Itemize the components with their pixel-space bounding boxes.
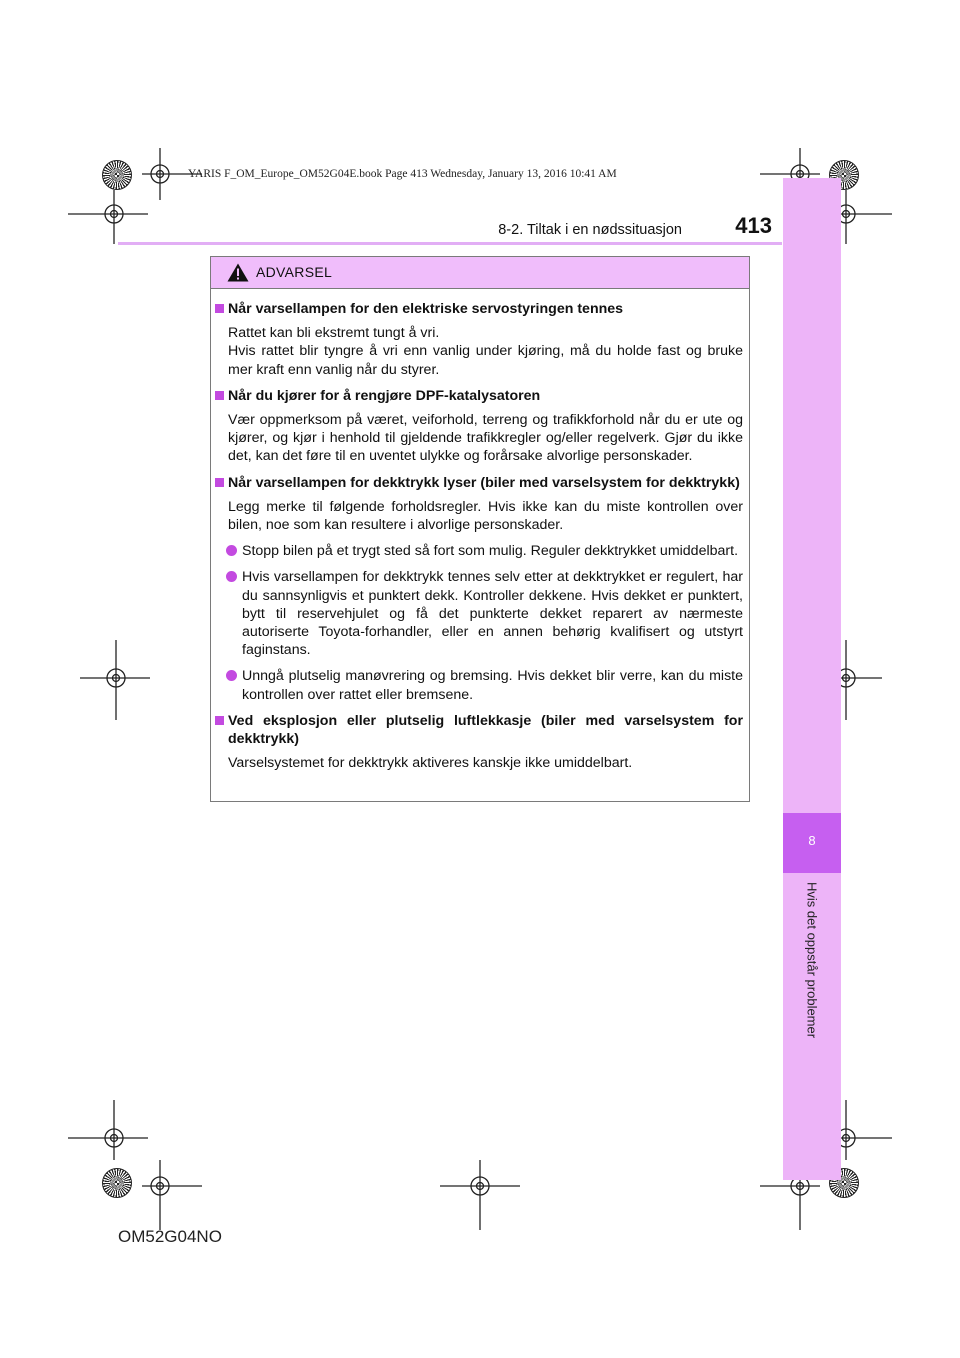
chapter-number: 8	[808, 833, 816, 848]
item-heading: Når varsellampen for den elektriske servostyringen tennes	[228, 301, 624, 317]
item-paragraph: Varselsystemet for dekktrykk aktiveres kanskje ikke umiddelbart.	[228, 755, 633, 772]
item-heading: Når varsellampen for dekktrykk lyser (biler med varselsystem for dekktrykk)	[228, 474, 740, 491]
page-number: 413	[735, 213, 772, 238]
registration-mark-icon	[80, 640, 150, 720]
list-item: Stopp bilen på et trygt sted så fort som mulig. Reguler dekktrykket umiddelbart.	[215, 542, 743, 560]
square-bullet-icon	[215, 304, 224, 313]
document-code: OM52G04NO	[118, 1227, 222, 1246]
warning-item	[215, 387, 743, 466]
warning-item	[215, 712, 743, 773]
section-title: 8-2. Tiltak i en nødssituasjon	[498, 222, 682, 238]
item-heading: Når du kjører for å rengjøre DPF-katalysatoren	[228, 387, 541, 404]
registration-mark-icon	[132, 1160, 202, 1230]
registration-mark-icon	[68, 1100, 148, 1160]
warning-title: ADVARSEL	[256, 264, 333, 280]
starburst-mark-icon	[102, 1168, 132, 1198]
square-bullet-icon	[215, 716, 224, 725]
round-bullet-icon	[226, 545, 237, 556]
round-bullet-icon	[226, 571, 237, 582]
item-paragraph: Hvis rattet blir tyngre å vri enn vanlig under kjøring, må du holde fast og bruke mer kraft enn vanlig når du styrer.	[228, 343, 743, 378]
round-bullet-icon	[226, 670, 237, 681]
print-info-line: YARIS F_OM_Europe_OM52G04E.book Page 413 Wednesday, January 13, 2016 10:41 AM	[188, 168, 617, 180]
warning-body	[215, 300, 743, 780]
registration-mark-icon	[440, 1160, 520, 1230]
warning-item	[215, 474, 743, 704]
square-bullet-icon	[215, 478, 224, 487]
item-paragraph: Rattet kan bli ekstremt tungt å vri.	[228, 325, 440, 342]
warning-triangle-icon	[227, 263, 249, 282]
square-bullet-icon	[215, 391, 224, 400]
item-paragraph: Vær oppmerksom på været, veiforhold, terreng og trafikkforhold når du er ute og kjører, og kjør i henhold til gjeldende trafikkregler og/eller regelverk. Gjør du ikke det, kan det føre til en uventet ulykke og forårsake alvorlige personskader.	[228, 412, 743, 465]
starburst-mark-icon	[102, 160, 132, 190]
list-item: Unngå plutselig manøvrering og bremsing. Hvis dekket blir verre, kan du miste kontrollen over rattet eller bremsene.	[215, 667, 743, 703]
warning-item	[215, 300, 743, 379]
chapter-title-vertical: Hvis det oppstår problemer	[804, 882, 820, 1039]
item-paragraph: Legg merke til følgende forholdsregler. Hvis ikke kan du miste kontrollen over bilen, noe som kan resultere i alvorlige personskader.	[228, 498, 743, 534]
header-rule	[118, 242, 782, 245]
list-item: Hvis varsellampen for dekktrykk tennes selv etter at dekktrykket er regulert, har du sannsynligvis et punktert dekk. Kontroller dekkene. Hvis dekket er punktert, bytt til reservehjulet og få det punkterte dekket reparert av nærmeste autoriserte Toyota-forhandler, eller en annen behørig kvalifisert og utstyrt faginstans.	[215, 568, 743, 659]
item-heading: Ved eksplosjon eller plutselig luftlekkasje (biler med varselsystem for dekktrykk)	[228, 712, 743, 748]
registration-mark-icon	[68, 190, 148, 244]
